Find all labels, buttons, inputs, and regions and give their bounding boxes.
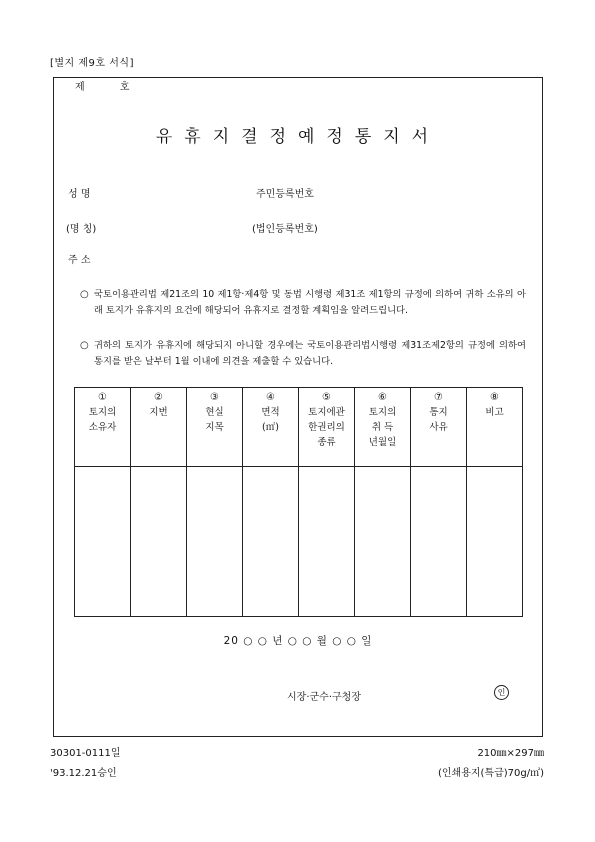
column-header-land-category: ③ 현실 지목 bbox=[187, 388, 243, 467]
resident-number-label: 주민등록번호 bbox=[256, 189, 314, 200]
doc-number-label-prefix: 제 bbox=[75, 82, 85, 93]
company-name-label: (명 칭) bbox=[66, 224, 97, 235]
address-label: 주 소 bbox=[68, 255, 91, 266]
column-header-remarks: ⑧ 비고 bbox=[467, 388, 523, 467]
notice-item-2 bbox=[80, 338, 530, 372]
notice-text: 귀하의 토지가 유휴지에 해당되지 아니할 경우에는 국토이용관리법시행령 제31조제2항의 규정에 의하여 통지를 받은 날부터 1월 이내에 의견을 제출할 수 있습니다. bbox=[94, 340, 526, 367]
name-label: 성 명 bbox=[68, 189, 91, 200]
column-header-acquisition-date: ⑥ 토지의 취 득 년월일 bbox=[355, 388, 411, 467]
notice-item-1 bbox=[80, 287, 530, 335]
table-header-row bbox=[75, 388, 523, 467]
footer-paper-spec: (인쇄용지(특급)70g/㎡) bbox=[437, 768, 544, 779]
corporate-number-label: (법인등록번호) bbox=[252, 224, 318, 235]
footer-form-code: 30301-0111일 bbox=[50, 748, 121, 759]
cell-remarks[interactable] bbox=[467, 467, 523, 617]
cell-right-type[interactable] bbox=[299, 467, 355, 617]
cell-area[interactable] bbox=[243, 467, 299, 617]
doc-number-label-suffix: 호 bbox=[119, 82, 130, 93]
land-info-table bbox=[74, 387, 523, 617]
cell-notice-reason[interactable] bbox=[411, 467, 467, 617]
notice-text: 국토이용관리법 제21조의 10 제1항·제4항 및 동법 시행령 제31조 제1항의 규정에 의하여 귀하 소유의 아래 토지가 유휴지의 요건에 해당되어 유휴지로 결정할 계획임을 알려드립니다. bbox=[94, 289, 526, 316]
notice-bullet-icon: ○ bbox=[80, 340, 89, 351]
column-header-right-type: ⑤ 토지에관 한권리의 종류 bbox=[299, 388, 355, 467]
form-number-tag: [별지 제9호 서식] bbox=[50, 58, 134, 69]
date-line: 20 ○ ○ 년 ○ ○ 월 ○ ○ 일 bbox=[223, 635, 373, 647]
column-header-area: ④ 면적 (㎡) bbox=[243, 388, 299, 467]
column-header-notice-reason: ⑦ 통지 사유 bbox=[411, 388, 467, 467]
seal-icon: 인 bbox=[494, 685, 509, 700]
cell-lot-number[interactable] bbox=[131, 467, 187, 617]
column-header-owner: ① 토지의 소유자 bbox=[75, 388, 131, 467]
cell-land-category[interactable] bbox=[187, 467, 243, 617]
page-title: 유휴지결정예정통지서 bbox=[155, 127, 441, 147]
cell-owner[interactable] bbox=[75, 467, 131, 617]
table-row bbox=[75, 467, 523, 617]
footer-approval-date: '93.12.21승인 bbox=[50, 768, 117, 779]
footer-paper-size: 210㎜×297㎜ bbox=[477, 748, 544, 759]
column-header-lot-number: ② 지번 bbox=[131, 388, 187, 467]
notice-bullet-icon: ○ bbox=[80, 289, 89, 300]
signatory-label: 시장·군수·구청장 bbox=[287, 692, 361, 703]
document-number-line bbox=[75, 78, 162, 93]
cell-acquisition-date[interactable] bbox=[355, 467, 411, 617]
